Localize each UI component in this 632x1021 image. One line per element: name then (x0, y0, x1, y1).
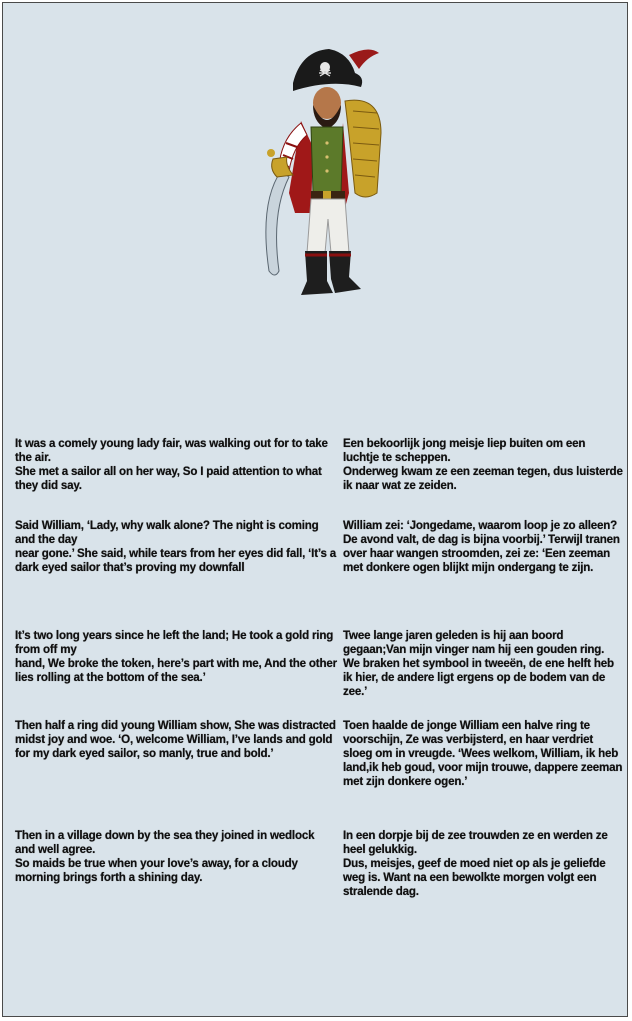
verse-2-english: Said William, ‘Lady, why walk alone? The night is coming and the day near gone.’ She said, while tears from her eyes did fall, ‘It’s a dark eyed sailor that’s proving my downfall (15, 519, 336, 574)
verse-3-dutch: Twee lange jaren geleden is hij aan boord gegaan;Van mijn vinger nam hij een gouden ring. We braken het symbool in tweeën, de ene helft heb ik hier, de andere ligt ergens op de bodem van de zee.’ (343, 629, 614, 698)
verse-5-dutch: In een dorpje bij de zee trouwden ze en werden ze heel gelukkig. Dus, meisjes, geef de moed niet op als je geliefde weg is. Want na een bewolkte morgen volgt een stralende dag. (343, 829, 608, 898)
verse-3-english: It’s two long years since he left the land; He took a gold ring from off my hand, We broke the token, here’s part with me, And the other lies rolling at the bottom of the sea.’ (15, 629, 337, 684)
verse-2-dutch: William zei: ‘Jongedame, waarom loop je zo alleen? De avond valt, de dag is bijna voorbij.’ Terwijl tranen over haar wangen stroomden, zei ze: ‘Een zeeman met donkere ogen blijkt mijn ondergang te zijn. (343, 519, 620, 574)
verse-5-english: Then in a village down by the sea they joined in wedlock and well agree. So maids be true when your love’s away, for a cloudy morning brings forth a shining day. (15, 829, 315, 884)
verse-1-dutch: Een bekoorlijk jong meisje liep buiten om een luchtje te scheppen. Onderweg kwam ze een zeeman tegen, dus luisterde ik naar wat ze zeiden. (343, 437, 623, 492)
verse-4-english: Then half a ring did young William show, She was distracted midst joy and woe. ‘O, welcome William, I’ve lands and gold for my dark eyed sailor, so manly, true and bold.’ (15, 719, 336, 760)
verse-4-dutch: Toen haalde de jonge William een halve ring te voorschijn, Ze was verbijsterd, en haar verdriet sloeg om in vreugde. ‘Wees welkom, William, ik heb land,ik heb goud, voor mijn trouwe, dappere zeeman met zijn donkere ogen.’ (343, 719, 623, 788)
pirate-illustration (231, 43, 401, 308)
verse-1-english: It was a comely young lady fair, was walking out for to take the air. She met a sailor all on her way, So I paid attention to what they did say. (15, 437, 328, 492)
page-frame (2, 2, 628, 1017)
